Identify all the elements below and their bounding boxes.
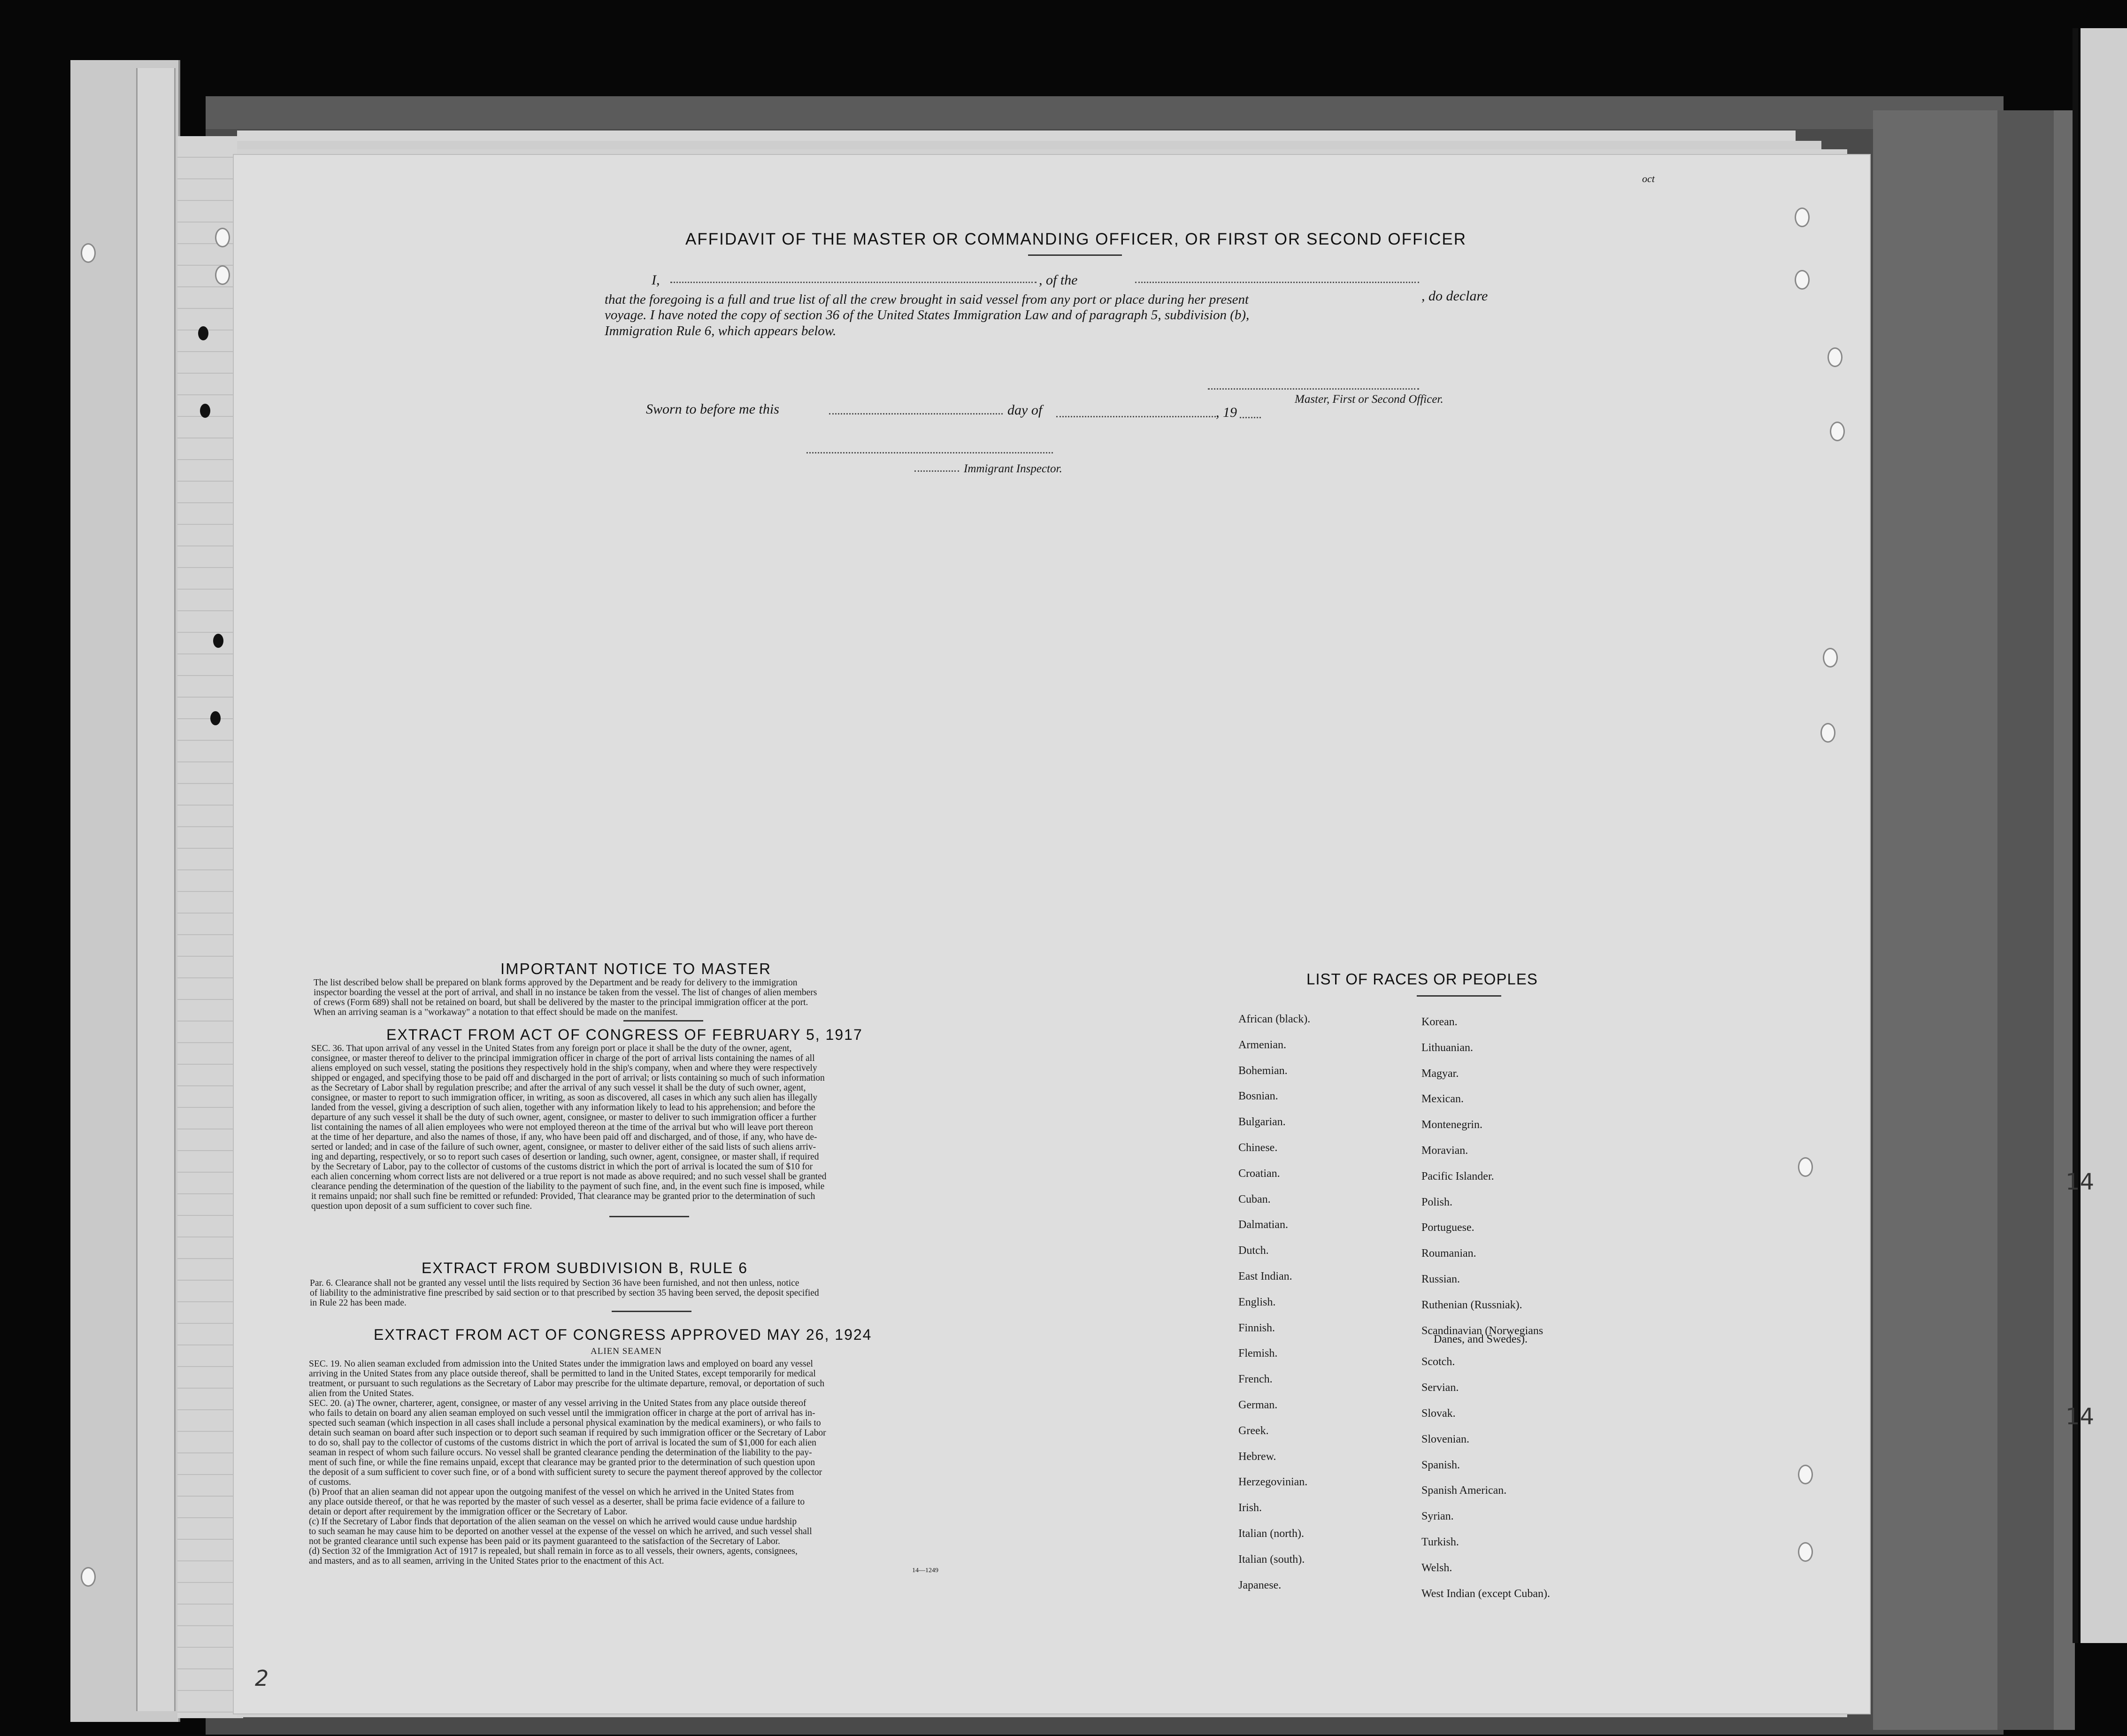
- extract-line: consignee, or master thereof to deliver to the principal immigration officer in charge of the port of arrival lists containing the names of all: [311, 1053, 815, 1063]
- extract-line: who fails to detain on board any alien seaman employed on such vessel until the immigration officer in charge at the port of arrival has in-: [309, 1408, 815, 1418]
- extract-line: detain or deport after requirement by the immigration officer or the Secretary of Labor.: [309, 1507, 628, 1517]
- inspector-label: Immigrant Inspector.: [964, 462, 1062, 475]
- extract-line: seaman in respect of whom such failure occurs. No vessel shall be granted clearance pending the determination of the liability to the pay-: [309, 1448, 812, 1458]
- race-entry: Herzegovinian.: [1238, 1476, 1308, 1489]
- race-entry: Polish.: [1421, 1196, 1453, 1208]
- backing-board-edge: [206, 96, 2004, 129]
- extract-line: SEC. 19. No alien seaman excluded from admission into the United States under the immigration laws and employed on board any vessel: [309, 1359, 813, 1369]
- race-entry: Lithuanian.: [1421, 1041, 1473, 1054]
- extract-1917-text: [311, 1044, 827, 1211]
- extract-line: the deposit of a sum sufficient to cover such fine, or of a bond with sufficient surety to secure the payment thereof approved by the collector: [309, 1467, 822, 1477]
- extract-line: it remains unpaid; nor shall such fine be remitted or refunded: Provided, That clearance may be granted prior to the determination of such: [311, 1191, 815, 1201]
- race-entry: Slovenian.: [1421, 1433, 1469, 1445]
- races-title: LIST OF RACES OR PEOPLES: [1306, 970, 1538, 988]
- extract-1924-text: [309, 1359, 826, 1566]
- punch-hole: [1823, 648, 1838, 668]
- race-entry: Chinese.: [1238, 1142, 1278, 1154]
- inspector-signature-field-tail[interactable]: [914, 470, 959, 472]
- notice-line: inspector boarding the vessel at the port of arrival, and shall in no instance be taken from the vessel. The list of changes of alien members: [314, 988, 817, 998]
- extract-line: aliens employed on such vessel, stating the positions they respectively hold in the ship's company, when and where they were respectively: [311, 1063, 817, 1073]
- extract-line: departure of any such vessel it shall be the duty of such owner, agent, consignee, or master to deliver to such immigration officer a further: [311, 1113, 816, 1122]
- day-of-label: day of: [1007, 402, 1043, 418]
- punch-hole: [1830, 422, 1845, 441]
- race-entry: Scandinavian (Norwegians: [1421, 1324, 1543, 1337]
- race-entry: East Indian.: [1238, 1270, 1292, 1283]
- affidavit-title: AFFIDAVIT OF THE MASTER OR COMMANDING OFFICER, OR FIRST OR SECOND OFFICER: [685, 230, 1467, 248]
- extract-line: spected such seaman (which inspection in all cases shall include a personal physical examination by the medical examiners), or who fails to: [309, 1418, 821, 1428]
- punch-hole: [198, 326, 208, 340]
- race-entry: Turkish.: [1421, 1536, 1459, 1548]
- extract-line: landed from the vessel, giving a description of such alien, together with any information likely to lead to his apprehension; and before the: [311, 1103, 815, 1113]
- extract-line: alien from the United States.: [309, 1389, 414, 1398]
- left-binder-strip: [136, 68, 176, 1711]
- race-entry: Korean.: [1421, 1016, 1458, 1028]
- of-the-label: , of the: [1039, 272, 1078, 288]
- race-entry-continuation: Danes, and Swedes).: [1434, 1333, 1528, 1345]
- punch-hole: [1798, 1157, 1813, 1177]
- race-entry: Bosnian.: [1238, 1090, 1278, 1103]
- extract-line: consignee, or master to report to such immigration officer, in writing, as soon as discovered, all cases in which any such alien has illegally: [311, 1093, 818, 1103]
- right-strip-edge: [2073, 28, 2078, 1643]
- race-entry: Pacific Islander.: [1421, 1170, 1494, 1183]
- extract-line: SEC. 20. (a) The owner, charterer, agent, consignee, or master of any vessel arriving in the United States from any place outside thereof: [309, 1398, 806, 1408]
- race-entry: English.: [1238, 1296, 1276, 1308]
- race-entry: Flemish.: [1238, 1347, 1278, 1360]
- extract-line: (b) Proof that an alien seaman did not appear upon the outgoing manifest of the vessel on which he arrived in the United States from: [309, 1487, 794, 1497]
- rule6-line: of liability to the administrative fine prescribed by said section or to that prescribed by section 35 having been served, the deposit specified: [310, 1288, 819, 1298]
- right-backing-shadow: [1997, 110, 2054, 1730]
- notice-text: [314, 978, 817, 1017]
- form-number: 14—1249: [912, 1567, 938, 1574]
- corner-mark: oct: [1642, 173, 1655, 184]
- sworn-label: Sworn to before me this: [646, 401, 779, 417]
- extract-line: (d) Section 32 of the Immigration Act of 1917 is repealed, but shall remain in force as to all vessels, their owners, agents, consignees,: [309, 1546, 798, 1556]
- race-entry: Scotch.: [1421, 1356, 1455, 1368]
- race-entry: Spanish American.: [1421, 1484, 1507, 1497]
- race-entry: Spanish.: [1421, 1459, 1460, 1471]
- extract-1917-title: EXTRACT FROM ACT OF CONGRESS OF FEBRUARY 5, 1917: [386, 1026, 863, 1043]
- extract-line: shipped or engaged, and specifying those to be paid off and discharged in the port of arrival; or lists containing so much of such information: [311, 1073, 825, 1083]
- notice-line: of crews (Form 689) shall not be retained on board, but shall be delivered by the master to the principal immigration officer at the port.: [314, 998, 808, 1007]
- sworn-month-field[interactable]: [1056, 416, 1216, 417]
- punch-hole: [81, 243, 96, 263]
- race-entry: Japanese.: [1238, 1579, 1282, 1591]
- extract-line: at the time of her departure, and also the names of those, if any, who have been paid off and discharged, and of those, if any, who have de-: [311, 1132, 817, 1142]
- extract-line: SEC. 36. That upon arrival of any vessel in the United States from any foreign port or place it shall be the duty of the owner, agent,: [311, 1044, 792, 1053]
- extract-line: each alien concerning whom correct lists are not delivered or a true report is not made as above required; and no such vessel shall be granted: [311, 1172, 827, 1182]
- notice-line: The list described below shall be prepared on blank forms approved by the Department and be ready for delivery to the immigration: [314, 978, 798, 988]
- punch-hole: [215, 265, 230, 285]
- vessel-name-field[interactable]: [1135, 282, 1419, 283]
- race-entry: Slovak.: [1421, 1407, 1456, 1420]
- extract-line: list containing the names of all alien employees who were not employed thereon at the time of the arrival but who will leave port thereon: [311, 1122, 813, 1132]
- extract-line: (c) If the Secretary of Labor finds that deportation of the alien seaman on the vessel on which he arrived would cause undue hardship: [309, 1517, 797, 1527]
- extract-line: of customs.: [309, 1477, 351, 1487]
- punch-hole: [210, 711, 221, 725]
- inspector-signature-field[interactable]: [806, 452, 1053, 453]
- race-entry: Armenian.: [1238, 1038, 1286, 1051]
- race-entry: Syrian.: [1421, 1510, 1454, 1523]
- race-entry: German.: [1238, 1399, 1278, 1411]
- race-entry: Servian.: [1421, 1382, 1459, 1394]
- extract-line: by the Secretary of Labor, pay to the collector of customs of the customs district in which the port of arrival is located the sum of $10 for: [311, 1162, 813, 1172]
- punch-hole: [81, 1567, 96, 1587]
- race-entry: Dalmatian.: [1238, 1219, 1288, 1231]
- race-entry: Magyar.: [1421, 1067, 1459, 1080]
- affidavit-body-line: voyage. I have noted the copy of section 36 of the United States Immigration Law and of paragraph 5, subdivision (b),: [605, 307, 1250, 323]
- race-entry: Ruthenian (Russniak).: [1421, 1298, 1522, 1311]
- extract-1924-title: EXTRACT FROM ACT OF CONGRESS APPROVED MAY 26, 1924: [374, 1326, 872, 1343]
- sworn-day-field[interactable]: [829, 413, 1003, 415]
- race-entry: African (black).: [1238, 1013, 1311, 1025]
- race-entry: Russian.: [1421, 1273, 1460, 1285]
- race-entry: Moravian.: [1421, 1145, 1468, 1157]
- race-entry: Greek.: [1238, 1424, 1269, 1437]
- races-rule: [1417, 995, 1501, 997]
- pencil-mark: 14: [2066, 1169, 2095, 1195]
- master-signature-field[interactable]: [1208, 388, 1419, 390]
- affidavit-body-line: that the foregoing is a full and true list of all the crew brought in said vessel from any port or place during her present: [605, 292, 1249, 307]
- rule6-line: in Rule 22 has been made.: [310, 1298, 407, 1308]
- extract-line: ment of such fine, or while the fine remains unpaid, except that clearance may be granted prior to the determination of such question upon: [309, 1458, 815, 1467]
- race-entry: Irish.: [1238, 1502, 1262, 1514]
- rule6-line: Par. 6. Clearance shall not be granted any vessel until the lists required by Section 36 have been furnished, and not then unless, notice: [310, 1278, 799, 1288]
- race-entry: Welsh.: [1421, 1561, 1452, 1574]
- extract-line: treatment, or pursuant to such regulations as the Secretary of Labor may prescribe for the ultimate departure, removal, or deportation of such: [309, 1379, 825, 1389]
- manifest-back-page: [234, 155, 1870, 1713]
- extract-line: to such seaman he may cause him to be deported on another vessel at the expense of the vessel on which he arrived, and such vessel shall: [309, 1527, 812, 1536]
- alien-seamen-subtitle: ALIEN SEAMEN: [591, 1346, 662, 1356]
- race-entry: Bohemian.: [1238, 1064, 1288, 1077]
- left-ruled-paper: [177, 136, 243, 1718]
- extract-line: question upon deposit of a sum sufficient to cover such fine.: [311, 1201, 532, 1211]
- extract-line: detain such seaman on board after such inspection or to deport such seaman if required by such immigration officer or the Secretary of Labor: [309, 1428, 826, 1438]
- affidavit-body-line: Immigration Rule 6, which appears below.: [605, 323, 837, 338]
- right-page-strip: [2081, 28, 2127, 1643]
- punch-hole: [1795, 270, 1810, 290]
- master-signature-label: Master, First or Second Officer.: [1295, 393, 1444, 406]
- do-declare-label: , do declare: [1421, 288, 1488, 304]
- year-prefix: , 19: [1216, 405, 1237, 420]
- race-entry: Italian (south).: [1238, 1553, 1305, 1566]
- extract-line: and masters, and as to all seamen, arriving in the United States prior to the enactment of this Act.: [309, 1556, 664, 1566]
- punch-hole: [1798, 1542, 1813, 1562]
- race-entry: Cuban.: [1238, 1193, 1271, 1206]
- pencil-mark: 14: [2066, 1404, 2095, 1430]
- notice-line: When an arriving seaman is a "workaway" a notation to that effect should be made on the manifest.: [314, 1007, 678, 1017]
- race-entry: Hebrew.: [1238, 1450, 1276, 1463]
- extract-line: arriving in the United States from any place outside thereof, shall be permitted to land in the United States, except temporarily for medical: [309, 1369, 816, 1379]
- punch-hole: [200, 404, 210, 418]
- extract-line: to do so, shall pay to the collector of customs of the customs district in which the port of arrival is located the sum of $1,000 for each alien: [309, 1438, 816, 1448]
- punch-hole: [1798, 1465, 1813, 1484]
- punch-hole: [215, 228, 230, 247]
- race-entry: Finnish.: [1238, 1321, 1275, 1334]
- extract-line: as the Secretary of Labor shall by regulation prescribe; and after the arrival of any such vessel it shall be the duty of such owner, agent,: [311, 1083, 806, 1093]
- race-entry: Bulgarian.: [1238, 1116, 1286, 1129]
- title-rule: [1028, 254, 1122, 256]
- affiant-label: I,: [652, 272, 660, 288]
- race-entry: Roumanian.: [1421, 1247, 1476, 1260]
- extract-line: any place outside thereof, or that he was reported by the master of such vessel as a deserter, shall be prima facie evidence of a failure to: [309, 1497, 805, 1507]
- section-rule: [612, 1311, 691, 1312]
- sworn-year-field[interactable]: [1240, 417, 1261, 418]
- extract-line: serted or landed; and in case of the failure of such owner, agent, consignee, or master to deliver either of the said lists of such aliens arriv-: [311, 1142, 816, 1152]
- section-rule: [609, 1216, 689, 1217]
- notice-title: IMPORTANT NOTICE TO MASTER: [500, 960, 772, 977]
- race-entry: Dutch.: [1238, 1244, 1269, 1257]
- race-entry: French.: [1238, 1373, 1273, 1386]
- punch-hole: [1828, 347, 1843, 367]
- punch-hole: [1795, 207, 1810, 227]
- extract-line: ing and departing, respectively, or so to report such cases of desertion or landing, such owner, agent, consignee, or master shall, if required: [311, 1152, 819, 1162]
- race-entry: Montenegrin.: [1421, 1119, 1482, 1131]
- extract-line: not be granted clearance until such expense has been paid or its payment guaranteed to the satisfaction of the Secretary of Labor.: [309, 1536, 780, 1546]
- rule6-title: EXTRACT FROM SUBDIVISION B, RULE 6: [422, 1260, 748, 1276]
- race-entry: Croatian.: [1238, 1167, 1280, 1180]
- section-rule: [623, 1020, 703, 1022]
- rule6-text: [310, 1278, 819, 1308]
- affiant-name-field[interactable]: [670, 282, 1037, 283]
- punch-hole: [213, 634, 223, 648]
- pencil-mark: 2: [255, 1666, 269, 1691]
- race-entry: Mexican.: [1421, 1093, 1464, 1106]
- race-entry: Italian (north).: [1238, 1528, 1304, 1540]
- extract-line: clearance pending the determination of the question of the liability to the payment of such fine, and, in the event such fine is imposed, while: [311, 1182, 825, 1191]
- punch-hole: [1820, 723, 1835, 743]
- race-entry: West Indian (except Cuban).: [1421, 1587, 1550, 1600]
- race-entry: Portuguese.: [1421, 1221, 1474, 1234]
